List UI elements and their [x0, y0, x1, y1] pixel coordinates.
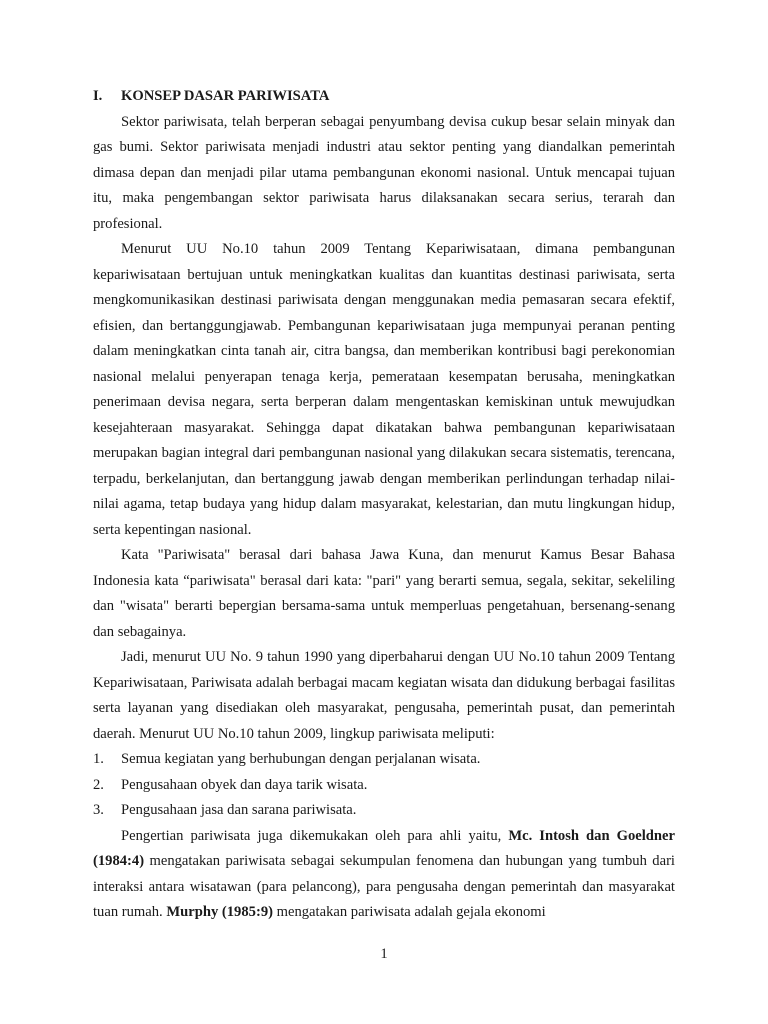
citation-mcintosh-goeldner: Mc. Intosh dan Goeldner (1984:4): [93, 827, 675, 869]
citation-murphy: Murphy (1985:9): [166, 904, 273, 920]
paragraph: Jadi, menurut UU No. 9 tahun 1990 yang diperbaharui dengan UU No.10 tahun 2009 Tentang Kepariwisataan, Pariwisata adalah berbagai macam kegiatan wisata dan didukung berbagai fasilitas serta layanan yang disediakan oleh masyarakat, pengusaha, pemerintah pusat, dan pemerintah daerah. Menurut UU No.10 tahun 2009, lingkup pariwisata meliputi:: [93, 649, 675, 742]
scope-list: [93, 747, 675, 824]
text-run: mengatakan pariwisata sebagai sekumpulan fenomena dan hubungan yang tumbuh dari interaksi antara wisatawan (para pelancong), para pengusaha dengan pemerintah dan masyarakat tuan rumah.: [93, 853, 675, 920]
paragraph: Menurut UU No.10 tahun 2009 Tentang Kepariwisataan, dimana pembangunan kepariwisataan bertujuan untuk meningkatkan kualitas dan kuantitas destinasi pariwisata, serta mengkomunikasikan destinasi pariwisata dengan menggunakan media pemasaran secara efektif, efisien, dan bertanggungjawab. Pembangunan kepariwisataan juga mempunyai peranan penting dalam meningkatkan cinta tanah air, citra bangsa, dan memberikan kontribusi bagi perekonomian nasional melalui penyerapan tenaga kerja, pemerataan kesempatan berusaha, meningkatkan penerimaan devisa negara, serta berperan dalam mengentaskan kemiskinan untuk mewujudkan kesejahteraan masyarakat. Sehingga dapat dikatakan bahwa pembangunan kepariwisataan merupakan bagian integral dari pembangunan nasional yang dilakukan secara sistematis, terencana, terpadu, berkelanjutan, dan bertanggung jawab dengan memberikan perlindungan terhadap nilai-nilai agama, tetap budaya yang hidup dalam masyarakat, kelestarian, dan mutu lingkungan hidup, serta kepentingan nasional.: [93, 241, 675, 538]
list-item-number: 1.: [93, 751, 104, 767]
document-page: [93, 84, 675, 926]
section-title: KONSEP DASAR PARIWISATA: [121, 88, 330, 104]
list-item-text: Semua kegiatan yang berhubungan dengan perjalanan wisata.: [121, 751, 481, 767]
list-item: [93, 747, 675, 773]
paragraph: Kata "Pariwisata" berasal dari bahasa Jawa Kuna, dan menurut Kamus Besar Bahasa Indonesia kata “pariwisata" berasal dari kata: "pari" yang berarti semua, segala, sekitar, sekeliling dan "wisata" berarti bepergian bersama-sama untuk memperluas pengetahuan, bersenang-senang dan sebagainya.: [93, 547, 675, 640]
list-item-number: 3.: [93, 802, 104, 818]
page-number: 1: [380, 946, 388, 962]
text-run: Pengertian pariwisata juga dikemukakan oleh para ahli yaitu,: [121, 827, 509, 844]
paragraph: Sektor pariwisata, telah berperan sebagai penyumbang devisa cukup besar selain minyak dan gas bumi. Sektor pariwisata menjadi industri atau sektor penting yang diandalkan pemerintah dimasa depan dan menjadi pilar utama pembangunan ekonomi nasional. Untuk mencapai tujuan itu, maka pengembangan sektor pariwisata harus dilaksanakan secara serius, terarah dan profesional.: [93, 113, 675, 232]
text-run: mengatakan pariwisata adalah gejala ekonomi: [272, 904, 546, 920]
section-heading: [93, 84, 675, 110]
list-item-number: 2.: [93, 776, 104, 793]
list-item: [93, 773, 675, 799]
list-item: [93, 798, 675, 824]
list-item-text: Pengusahaan jasa dan sarana pariwisata.: [121, 802, 357, 818]
list-item-text: Pengusahaan obyek dan daya tarik wisata.: [121, 776, 368, 793]
section-number: I.: [93, 88, 103, 104]
paragraph-definitions: [93, 824, 675, 926]
